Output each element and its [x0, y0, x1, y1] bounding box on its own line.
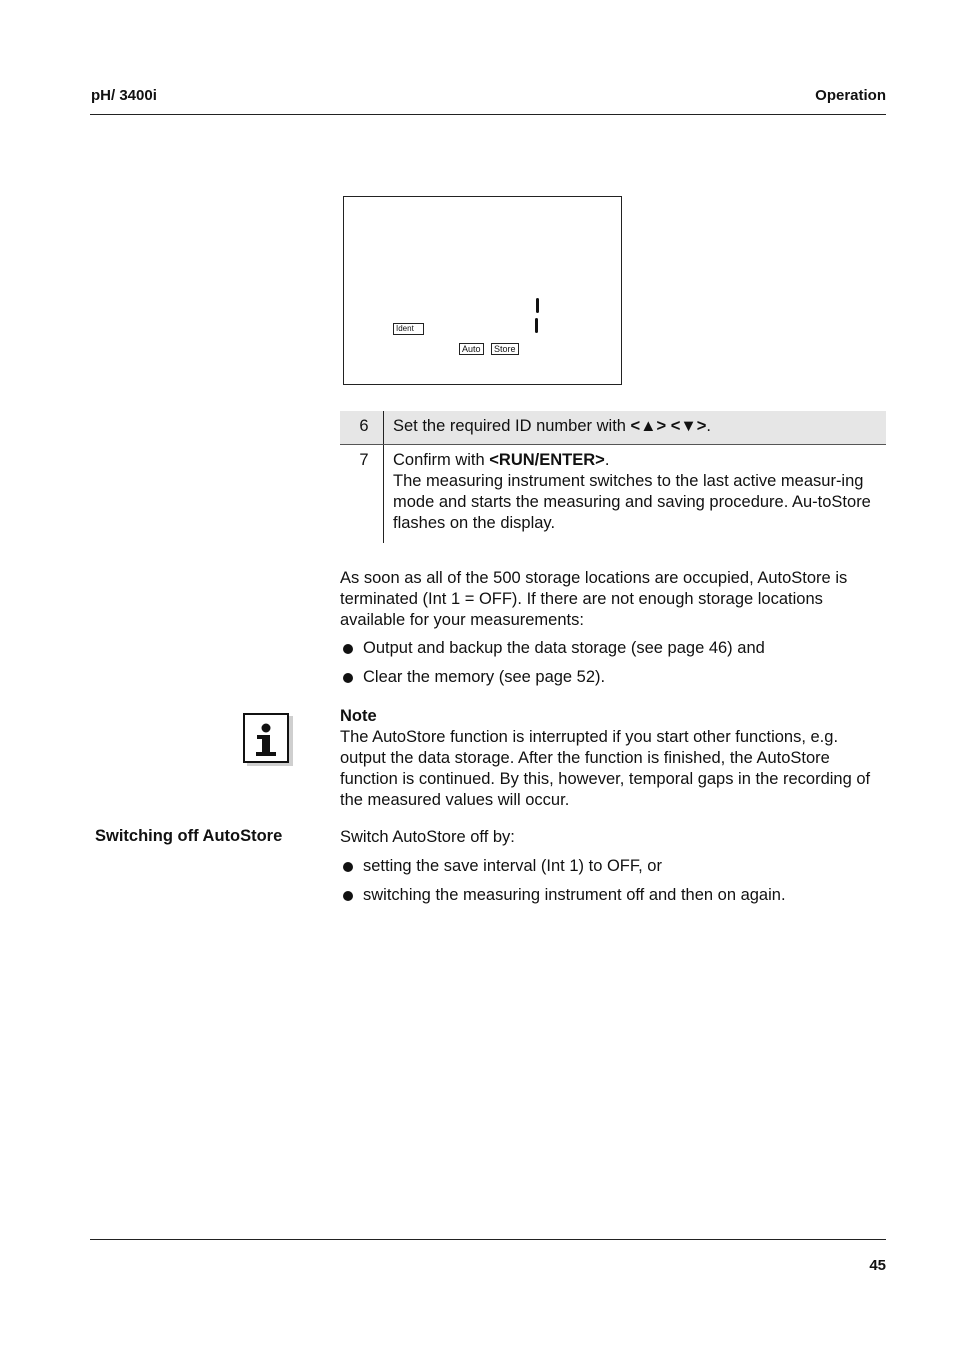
section-intro: Switch AutoStore off by:	[340, 828, 515, 846]
header-product: pH/ 3400i	[91, 87, 157, 104]
storage-bullet-list	[340, 638, 886, 696]
step-table	[340, 411, 886, 543]
page-number: 45	[869, 1257, 886, 1274]
footer-rule	[90, 1239, 886, 1240]
note-block	[340, 706, 886, 811]
lcd-digit-segment	[535, 318, 538, 333]
header-section: Operation	[815, 87, 886, 104]
step-description: The measuring instrument switches to the last active measur-ing mode and starts the measuring and saving procedure. Au-toStore flashes on the display.	[393, 472, 871, 532]
list-item: setting the save interval (Int 1) to OFF, or	[340, 856, 886, 877]
list-item: Output and backup the data storage (see page 46) and	[340, 638, 886, 659]
section-heading: Switching off AutoStore	[95, 827, 283, 845]
step-text: Set the required ID number with <▲> <▼>.	[384, 411, 887, 445]
note-title: Note	[340, 707, 377, 725]
lcd-ident-label: Ident	[393, 323, 424, 335]
step-row	[340, 445, 886, 544]
header-rule	[90, 114, 886, 115]
lcd-store-label: Store	[491, 343, 519, 355]
switch-off-bullet-list	[340, 856, 886, 914]
step-text: Confirm with <RUN/ENTER>. The measuring instrument switches to the last active measur-ing mode and starts the measuring and saving procedure. Au-toStore flashes on the display.	[393, 451, 871, 532]
list-item: Clear the memory (see page 52).	[340, 667, 886, 688]
step-row	[340, 411, 886, 445]
step-number: 6	[340, 411, 384, 445]
lcd-auto-label: Auto	[459, 343, 484, 355]
info-icon	[243, 713, 289, 763]
step-number: 7	[340, 445, 384, 544]
lcd-display-illustration	[343, 196, 622, 385]
list-item: switching the measuring instrument off and then on again.	[340, 885, 886, 906]
note-text: The AutoStore function is interrupted if you start other functions, e.g. output the data storage. After the function is finished, the AutoStore function is continued. By this, however, temporal gaps in the recording of the measured values will occur.	[340, 728, 871, 809]
lcd-digit-segment	[536, 298, 539, 313]
storage-full-paragraph: As soon as all of the 500 storage locations are occupied, AutoStore is terminated (Int 1 = OFF). If there are not enough storage locations available for your measurements:	[340, 569, 848, 629]
